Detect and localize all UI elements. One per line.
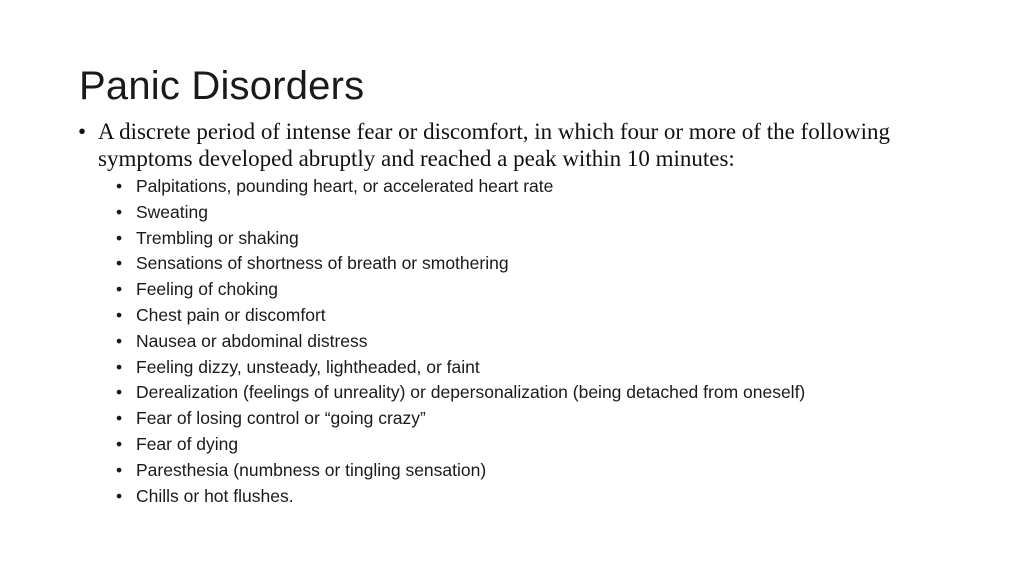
symptom-text: Feeling of choking <box>136 279 279 300</box>
bullet-glyph: • <box>116 279 123 300</box>
symptom-item <box>116 251 805 277</box>
bullet-glyph: • <box>116 408 123 429</box>
main-bullet <box>78 118 938 172</box>
bullet-glyph: • <box>116 433 123 454</box>
symptom-item <box>116 200 805 226</box>
bullet-glyph: • <box>116 485 123 506</box>
symptom-text: Sweating <box>136 201 208 222</box>
symptom-item <box>116 432 805 458</box>
symptom-text: Fear of losing control or “going crazy” <box>136 408 426 429</box>
symptom-text: Nausea or abdominal distress <box>136 330 368 351</box>
symptom-list <box>116 174 805 509</box>
symptom-item <box>116 484 805 510</box>
symptom-text: Chest pain or discomfort <box>136 304 326 325</box>
symptom-item <box>116 277 805 303</box>
bullet-glyph: • <box>116 330 123 351</box>
bullet-glyph: • <box>116 176 123 196</box>
symptom-item <box>116 380 805 406</box>
symptom-item <box>116 226 805 252</box>
bullet-glyph: • <box>116 253 123 274</box>
slide-title: Panic Disorders <box>79 64 365 108</box>
symptom-text: Chills or hot flushes. <box>136 485 294 506</box>
bullet-glyph: • <box>78 119 87 144</box>
symptom-item <box>116 458 805 484</box>
symptom-text: Sensations of shortness of breath or smothering <box>136 253 509 274</box>
symptom-item <box>116 174 805 200</box>
symptom-text: Feeling dizzy, unsteady, lightheaded, or faint <box>136 356 480 377</box>
symptom-text: Fear of dying <box>136 433 239 454</box>
symptom-item <box>116 355 805 381</box>
bullet-glyph: • <box>116 304 123 325</box>
symptom-item <box>116 303 805 329</box>
symptom-item <box>116 329 805 355</box>
bullet-glyph: • <box>116 356 123 377</box>
symptom-text: Palpitations, pounding heart, or accelerated heart rate <box>136 176 554 196</box>
main-point-text: A discrete period of intense fear or discomfort, in which four or more of the following symptoms developed abruptly and reached a peak within 10 minutes: <box>98 119 890 171</box>
symptom-text: Derealization (feelings of unreality) or depersonalization (being detached from oneself) <box>136 382 806 403</box>
bullet-glyph: • <box>116 227 123 248</box>
bullet-glyph: • <box>116 382 123 403</box>
symptom-text: Trembling or shaking <box>136 227 299 248</box>
symptom-text: Paresthesia (numbness or tingling sensation) <box>136 459 487 480</box>
symptom-item <box>116 406 805 432</box>
bullet-glyph: • <box>116 201 123 222</box>
bullet-glyph: • <box>116 459 123 480</box>
